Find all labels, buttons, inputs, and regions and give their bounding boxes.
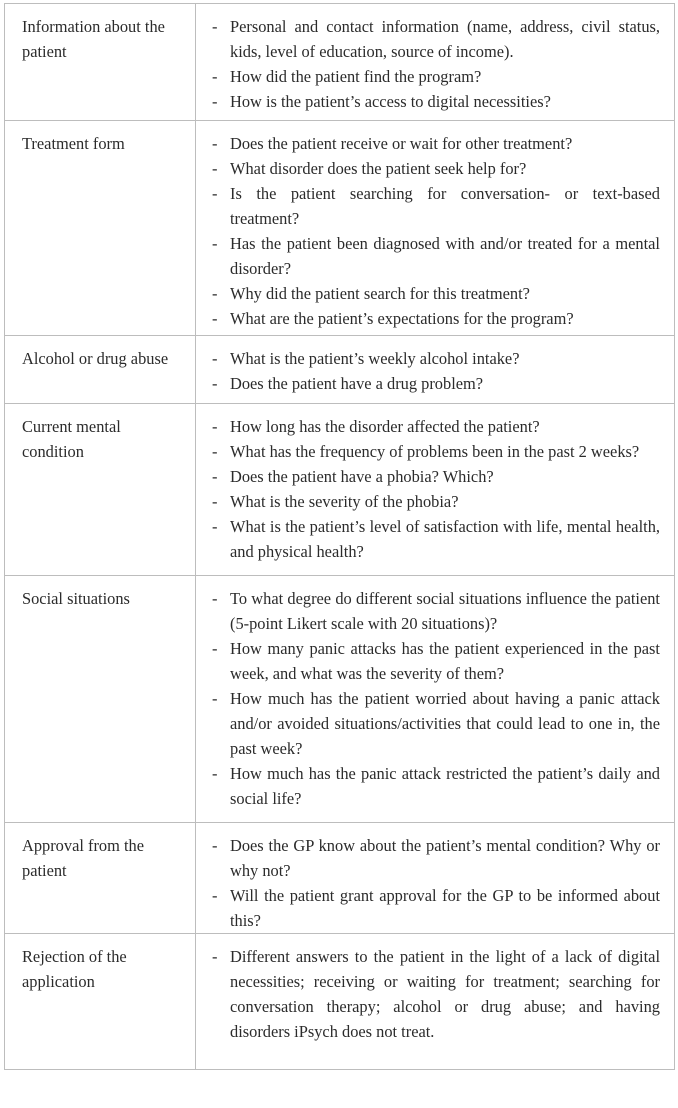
- dash-bullet: -: [212, 836, 218, 855]
- question-item: [211, 371, 660, 396]
- question-list: [211, 14, 660, 114]
- category-cell: Treatment form: [5, 121, 196, 336]
- dash-bullet: -: [212, 309, 218, 328]
- question-text: Will the patient grant approval for the GP to be informed about this?: [230, 886, 660, 930]
- question-item: [211, 883, 660, 933]
- question-text: Has the patient been diagnosed with and/or treated for a mental disorder?: [230, 234, 660, 278]
- question-item: [211, 464, 660, 489]
- questions-cell: [196, 336, 675, 404]
- question-list: [211, 833, 660, 933]
- table-row: [5, 121, 675, 336]
- category-cell: Alcohol or drug abuse: [5, 336, 196, 404]
- dash-bullet: -: [212, 374, 218, 393]
- questions-cell: [196, 576, 675, 823]
- question-text: How many panic attacks has the patient experienced in the past week, and what was the severity of them?: [230, 639, 660, 683]
- question-item: [211, 686, 660, 761]
- question-text: Does the patient receive or wait for other treatment?: [230, 134, 573, 153]
- question-text: Does the GP know about the patient’s mental condition? Why or why not?: [230, 836, 660, 880]
- table-body: [5, 4, 675, 1070]
- questions-cell: [196, 4, 675, 121]
- question-list: [211, 414, 660, 564]
- dash-bullet: -: [212, 67, 218, 86]
- question-text: What is the patient’s weekly alcohol intake?: [230, 349, 520, 368]
- questions-cell: [196, 934, 675, 1070]
- question-text: How is the patient’s access to digital necessities?: [230, 92, 551, 111]
- question-text: Does the patient have a phobia? Which?: [230, 467, 494, 486]
- question-text: Why did the patient search for this treatment?: [230, 284, 530, 303]
- dash-bullet: -: [212, 517, 218, 536]
- questions-cell: [196, 823, 675, 934]
- question-item: [211, 131, 660, 156]
- question-text: What is the severity of the phobia?: [230, 492, 459, 511]
- question-item: [211, 489, 660, 514]
- dash-bullet: -: [212, 947, 218, 966]
- question-text: How long has the disorder affected the patient?: [230, 417, 540, 436]
- dash-bullet: -: [212, 92, 218, 111]
- table-row: [5, 576, 675, 823]
- question-item: [211, 231, 660, 281]
- question-item: [211, 306, 660, 331]
- dash-bullet: -: [212, 442, 218, 461]
- question-item: [211, 346, 660, 371]
- dash-bullet: -: [212, 284, 218, 303]
- question-text: What disorder does the patient seek help for?: [230, 159, 527, 178]
- dash-bullet: -: [212, 234, 218, 253]
- question-item: [211, 439, 660, 464]
- dash-bullet: -: [212, 17, 218, 36]
- question-item: [211, 414, 660, 439]
- table-row: [5, 823, 675, 934]
- question-text: What is the patient’s level of satisfaction with life, mental health, and physical health?: [230, 517, 660, 561]
- question-item: [211, 64, 660, 89]
- screening-table: [4, 3, 675, 1070]
- question-text: How did the patient find the program?: [230, 67, 482, 86]
- question-item: [211, 761, 660, 811]
- question-item: [211, 833, 660, 883]
- dash-bullet: -: [212, 764, 218, 783]
- question-item: [211, 636, 660, 686]
- dash-bullet: -: [212, 639, 218, 658]
- question-item: [211, 281, 660, 306]
- category-cell: Rejection of the application: [5, 934, 196, 1070]
- question-list: [211, 131, 660, 331]
- question-text: Personal and contact information (name, address, civil status, kids, level of education, source of income).: [230, 17, 660, 61]
- question-text: What has the frequency of problems been in the past 2 weeks?: [230, 442, 640, 461]
- dash-bullet: -: [212, 589, 218, 608]
- question-text: How much has the patient worried about having a panic attack and/or avoided situations/activities that could lead to one in, the past week?: [230, 689, 660, 758]
- question-text: Is the patient searching for conversation- or text-based treatment?: [230, 184, 660, 228]
- table-row: [5, 934, 675, 1070]
- question-list: [211, 346, 660, 396]
- dash-bullet: -: [212, 467, 218, 486]
- category-cell: Social situations: [5, 576, 196, 823]
- question-item: [211, 156, 660, 181]
- table-row: [5, 336, 675, 404]
- question-text: Different answers to the patient in the light of a lack of digital necessities; receiving or waiting for treatment; searching for conversation therapy; alcohol or drug abuse; and having disorders iPsych does not treat.: [230, 947, 660, 1041]
- dash-bullet: -: [212, 184, 218, 203]
- question-text: What are the patient’s expectations for the program?: [230, 309, 574, 328]
- dash-bullet: -: [212, 349, 218, 368]
- question-item: [211, 586, 660, 636]
- questions-cell: [196, 404, 675, 576]
- question-item: [211, 89, 660, 114]
- dash-bullet: -: [212, 417, 218, 436]
- question-text: How much has the panic attack restricted the patient’s daily and social life?: [230, 764, 660, 808]
- question-item: [211, 944, 660, 1044]
- question-item: [211, 181, 660, 231]
- category-cell: Information about the patient: [5, 4, 196, 121]
- category-cell: Current mental condition: [5, 404, 196, 576]
- table-row: [5, 404, 675, 576]
- dash-bullet: -: [212, 689, 218, 708]
- questions-cell: [196, 121, 675, 336]
- question-item: [211, 14, 660, 64]
- question-item: [211, 514, 660, 564]
- dash-bullet: -: [212, 886, 218, 905]
- question-list: [211, 944, 660, 1044]
- category-cell: Approval from the patient: [5, 823, 196, 934]
- dash-bullet: -: [212, 159, 218, 178]
- question-list: [211, 586, 660, 811]
- question-text: Does the patient have a drug problem?: [230, 374, 484, 393]
- dash-bullet: -: [212, 134, 218, 153]
- question-text: To what degree do different social situations influence the patient (5-point Likert scale with 20 situations)?: [230, 589, 660, 633]
- table-row: [5, 4, 675, 121]
- dash-bullet: -: [212, 492, 218, 511]
